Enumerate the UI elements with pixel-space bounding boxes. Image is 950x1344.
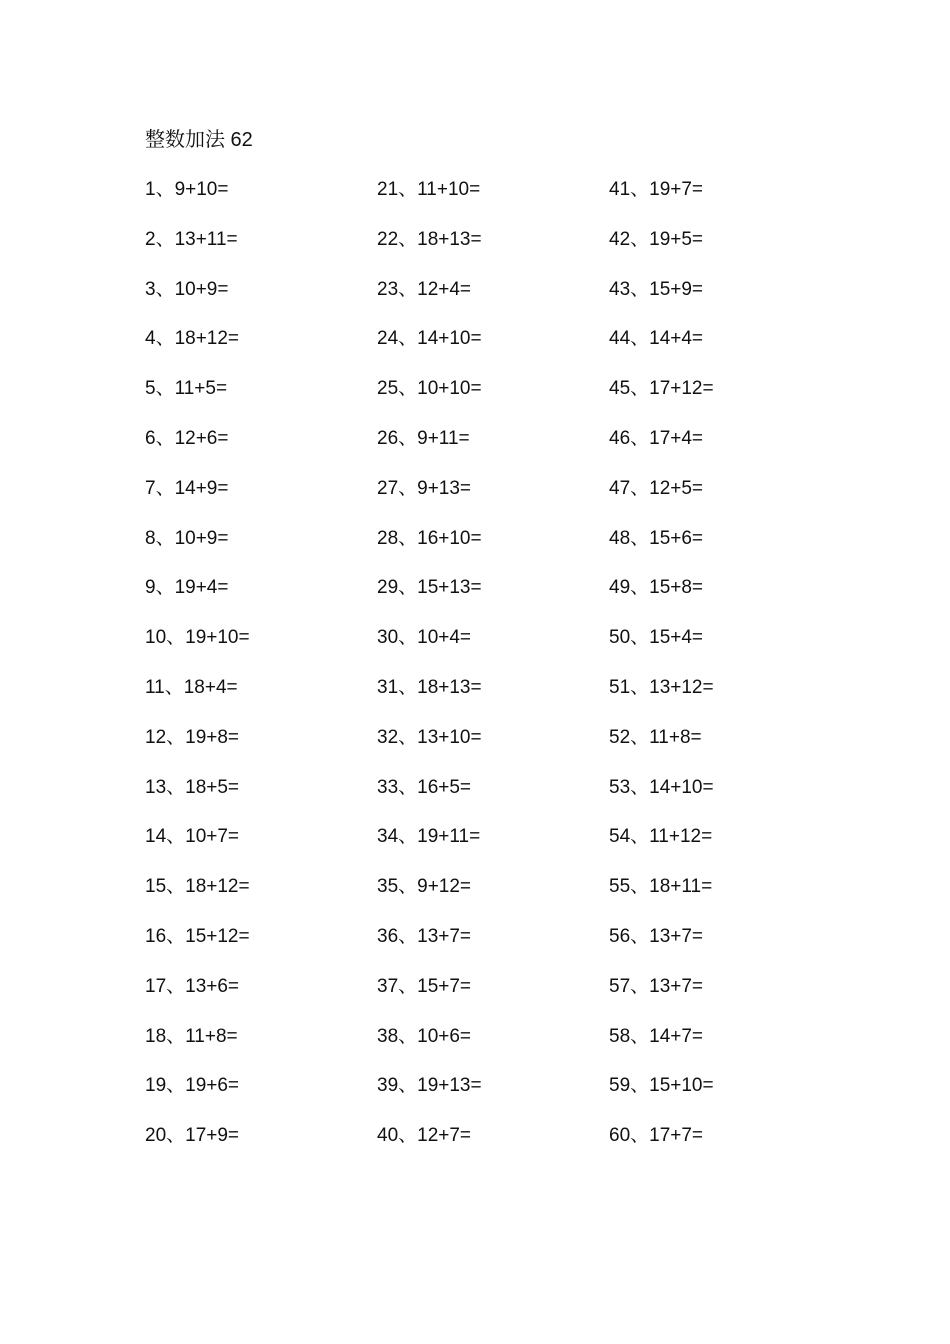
problem-item: 40、12+7= [377, 1125, 472, 1147]
problem-item: 44、14+4= [609, 328, 704, 350]
problem-item: 22、18+13= [377, 228, 482, 250]
problem-item: 34、19+11= [377, 826, 481, 848]
problem-item: 14、10+7= [145, 826, 240, 848]
problem-item: 51、13+12= [609, 676, 714, 698]
problem-item: 9、19+4= [145, 577, 229, 599]
problem-item: 5、11+5= [145, 378, 228, 400]
problem-item: 20、17+9= [145, 1125, 240, 1147]
problem-item: 53、14+10= [609, 776, 714, 798]
problem-item: 45、17+12= [609, 378, 714, 400]
problem-item: 48、15+6= [609, 527, 704, 549]
problem-item: 6、12+6= [145, 427, 229, 449]
page-title: 整数加法 62 [145, 129, 253, 151]
problem-item: 36、13+7= [377, 925, 472, 947]
problem-item: 24、14+10= [377, 328, 482, 350]
problem-item: 17、13+6= [145, 975, 240, 997]
problem-item: 23、12+4= [377, 278, 472, 300]
problem-item: 31、18+13= [377, 676, 482, 698]
problem-item: 26、9+11= [377, 427, 470, 449]
problem-item: 60、17+7= [609, 1125, 704, 1147]
problem-item: 56、13+7= [609, 925, 704, 947]
problem-item: 12、19+8= [145, 726, 240, 748]
problem-item: 25、10+10= [377, 378, 482, 400]
problem-item: 46、17+4= [609, 427, 704, 449]
problem-item: 28、16+10= [377, 527, 482, 549]
problem-item: 38、10+6= [377, 1025, 472, 1047]
problem-item: 16、15+12= [145, 925, 250, 947]
problem-item: 30、10+4= [377, 627, 472, 649]
problem-item: 3、10+9= [145, 278, 229, 300]
problem-item: 41、19+7= [609, 179, 704, 200]
problem-item: 49、15+8= [609, 577, 704, 599]
problem-grid [145, 176, 841, 1172]
problem-item: 1、9+10= [145, 179, 229, 200]
problem-item: 21、11+10= [377, 179, 481, 200]
problem-item: 54、11+12= [609, 826, 713, 848]
problem-item: 15、18+12= [145, 876, 250, 898]
problem-item: 42、19+5= [609, 228, 704, 250]
problem-item: 50、15+4= [609, 627, 704, 649]
problem-item: 4、18+12= [145, 328, 240, 350]
problem-item: 11、18+4= [145, 676, 238, 698]
problem-item: 27、9+13= [377, 477, 472, 499]
problem-item: 33、16+5= [377, 776, 472, 798]
problem-item: 29、15+13= [377, 577, 482, 599]
problem-item: 58、14+7= [609, 1025, 704, 1047]
problem-item: 52、11+8= [609, 726, 702, 748]
problem-item: 55、18+11= [609, 876, 713, 898]
problem-item: 13、18+5= [145, 776, 240, 798]
problem-item: 47、12+5= [609, 477, 704, 499]
problem-item: 32、13+10= [377, 726, 482, 748]
problem-item: 57、13+7= [609, 975, 704, 997]
problem-item: 37、15+7= [377, 975, 472, 997]
problem-item: 2、13+11= [145, 228, 238, 250]
problem-item: 43、15+9= [609, 278, 704, 300]
problem-item: 8、10+9= [145, 527, 229, 549]
problem-item: 10、19+10= [145, 627, 250, 649]
problem-item: 39、19+13= [377, 1075, 482, 1097]
problem-item: 19、19+6= [145, 1075, 240, 1097]
problem-item: 59、15+10= [609, 1075, 714, 1097]
problem-item: 7、14+9= [145, 477, 229, 499]
problem-item: 18、11+8= [145, 1025, 238, 1047]
problem-item: 35、9+12= [377, 876, 472, 898]
